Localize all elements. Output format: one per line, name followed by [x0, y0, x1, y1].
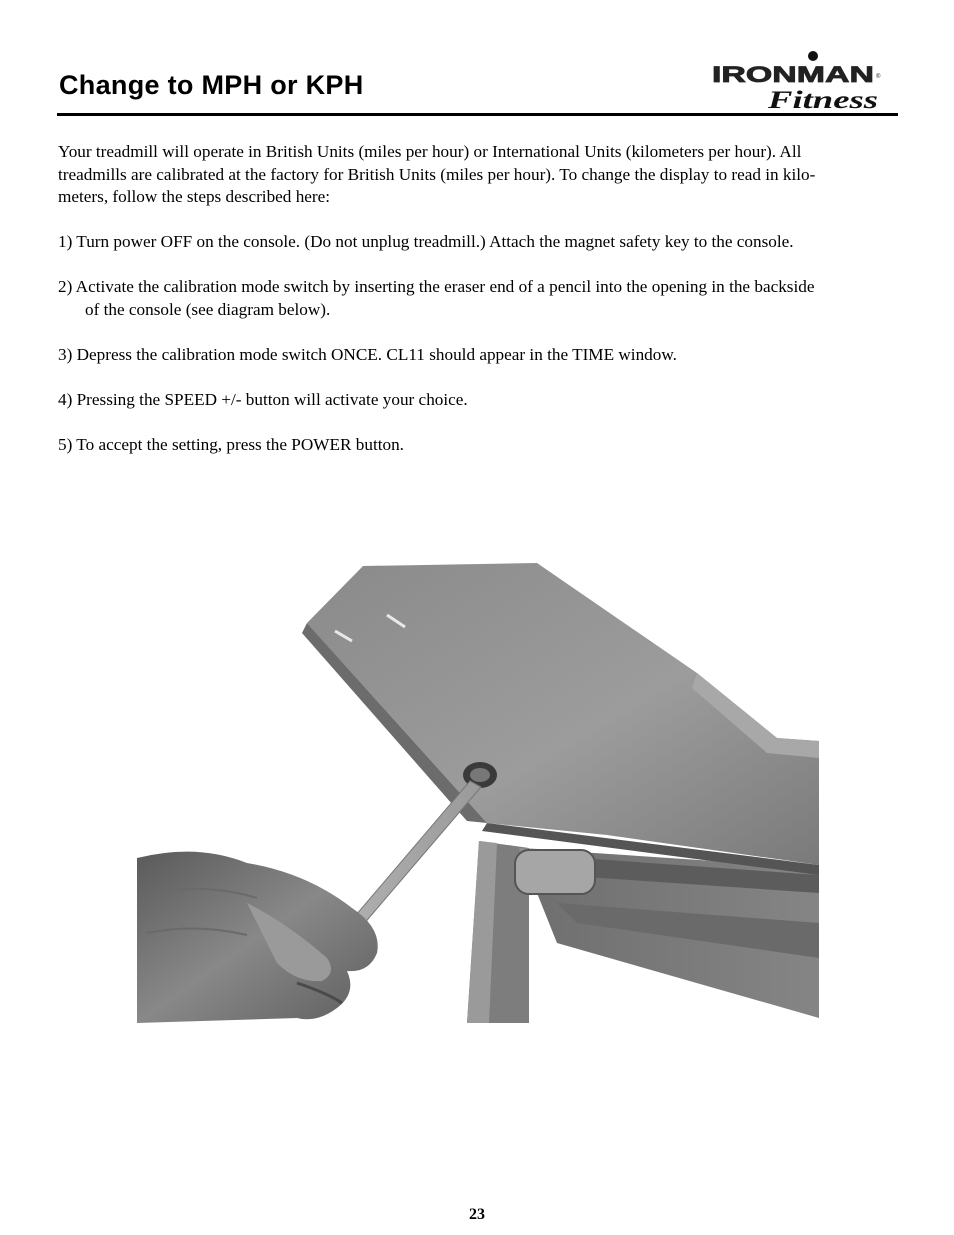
intro-line-2: treadmills are calibrated at the factory for British Units (miles per hour). To change the display to read in kilo-: [58, 164, 816, 184]
step-3-text: 3) Depress the calibration mode switch ONCE. CL11 should appear in the TIME window.: [58, 344, 677, 364]
intro-paragraph: [58, 141, 898, 209]
page-number: 23: [469, 1206, 485, 1223]
ironman-fitness-logo: [710, 48, 882, 112]
step-5-text: 5) To accept the setting, press the POWER button.: [58, 434, 404, 454]
logo-brand-text: IRONMAN: [712, 62, 874, 87]
page-title: Change to MPH or KPH: [59, 70, 364, 100]
intro-line-3: meters, follow the steps described here:: [58, 187, 331, 206]
step-2-continuation: of the console (see diagram below).: [85, 299, 331, 319]
step-5: [58, 434, 898, 457]
step-4-text: 4) Pressing the SPEED +/- button will activate your choice.: [58, 389, 468, 409]
header-rule: [57, 113, 898, 116]
logo-script-text: Fitness: [766, 87, 878, 112]
logo-mark: ®: [876, 74, 881, 80]
step-3: [58, 344, 898, 367]
step-1: [58, 231, 898, 254]
step-2: [58, 276, 898, 321]
step-4: [58, 389, 898, 412]
step-1-text: 1) Turn power OFF on the console. (Do not unplug treadmill.) Attach the magnet safety key to the console.: [58, 232, 794, 251]
hand-pencil-console-photo: [137, 563, 821, 1023]
step-2-text: 2) Activate the calibration mode switch by inserting the eraser end of a pencil into the opening in the backside: [58, 277, 815, 296]
instructions-body: [58, 141, 898, 479]
intro-line-1: Your treadmill will operate in British Units (miles per hour) or International Units (kilometers per hour). All: [58, 142, 802, 161]
